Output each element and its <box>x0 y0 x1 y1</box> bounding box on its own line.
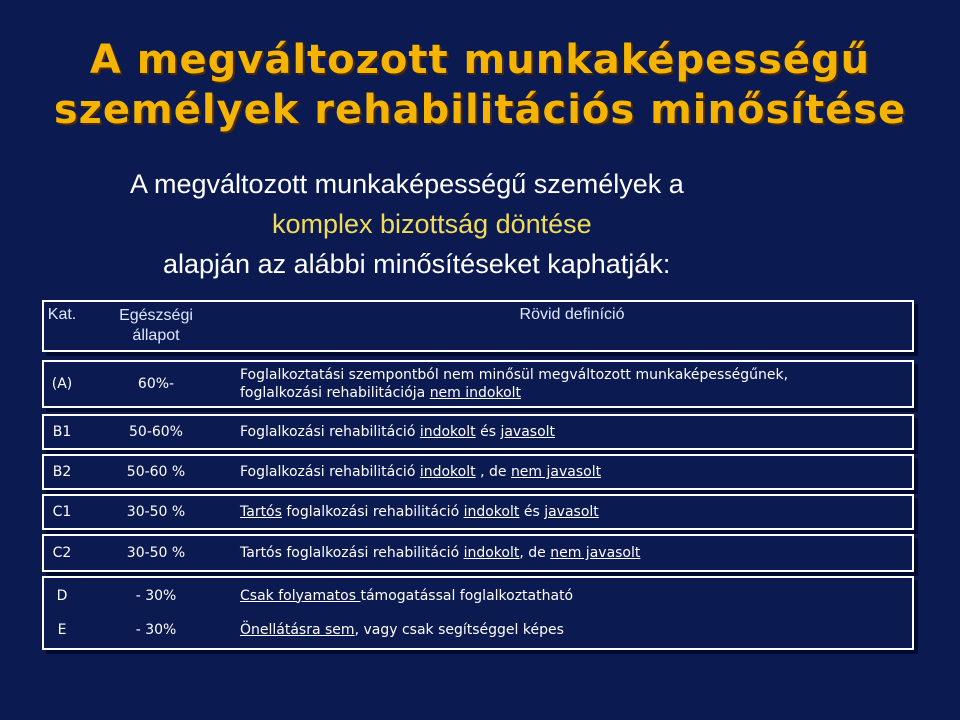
def-text: Tartós foglalkozási rehabilitáció <box>240 545 464 561</box>
row-definicio <box>232 362 912 406</box>
def-underlined: Tartós <box>240 504 282 520</box>
header-definicio: Rövid definíció <box>519 306 625 323</box>
row-allapot: - 30% <box>135 587 177 604</box>
table-row <box>42 414 914 450</box>
def-underlined: Csak folyamatos <box>240 587 361 604</box>
slide-title-line-1: A megváltozott munkaképességű <box>89 37 871 83</box>
classification-table <box>42 300 914 650</box>
row-allapot: - 30% <box>135 621 177 638</box>
table-row <box>42 360 914 408</box>
def-underlined: indokolt <box>463 504 520 520</box>
row-allapot: 30-50 % <box>126 504 186 520</box>
header-kat: Kat. <box>47 306 77 323</box>
header-egeszsegi-line-1: Egészségi <box>119 307 193 324</box>
row-definicio-line-2 <box>240 384 521 402</box>
row-kat: C1 <box>52 504 72 520</box>
row-definicio-line-1: Foglalkoztatási szempontból nem minősül megváltozott munkaképességűnek, <box>240 367 789 383</box>
def-underlined: indokolt <box>419 464 476 480</box>
subtitle-line-1: A megváltozott munkaképességű személyek a <box>130 169 684 199</box>
def-text: foglalkozási rehabilitáció <box>281 504 464 520</box>
def-underlined: javasolt <box>544 504 599 520</box>
header-egeszsegi-allapot <box>80 302 232 350</box>
def-text: Foglalkozási rehabilitáció <box>240 424 420 440</box>
table-row <box>42 454 914 490</box>
row-definicio <box>232 496 912 528</box>
def-text: , vagy csak segítséggel képes <box>354 621 564 638</box>
row-definicio <box>232 416 912 448</box>
def-text: és <box>519 504 545 520</box>
subtitle-line-3: alapján az alábbi minősítéseket kaphatják: <box>163 249 671 279</box>
row-kat: E <box>57 621 67 638</box>
slide-title-line-2: személyek rehabilitációs minősítése <box>53 87 907 133</box>
def-underlined: indokolt <box>419 424 476 440</box>
table-row-group-d-e <box>42 576 914 650</box>
def-underlined: nem javasolt <box>510 464 602 480</box>
row-allapot: 50-60 % <box>126 464 186 480</box>
def-text: , de <box>475 464 511 480</box>
def-underlined: javasolt <box>500 424 556 440</box>
table-row <box>44 613 912 646</box>
def-underlined: indokolt <box>463 545 520 561</box>
row-kat: C2 <box>52 545 72 561</box>
table-row <box>42 494 914 530</box>
row-definicio <box>232 613 912 646</box>
def-text: Foglalkozási rehabilitáció <box>240 464 420 480</box>
def-underlined: nem javasolt <box>550 545 641 561</box>
def-underlined: Önellátásra sem <box>240 621 355 638</box>
row-kat: B1 <box>52 424 72 440</box>
row-definicio <box>232 456 912 488</box>
row-definicio <box>232 536 912 570</box>
row-allapot: 50-60% <box>129 424 183 440</box>
row-definicio <box>232 578 912 613</box>
row-allapot: 30-50 % <box>126 545 186 561</box>
row-kat: D <box>56 587 68 604</box>
def-text: támogatással foglalkoztatható <box>360 587 574 604</box>
row-kat: (A) <box>51 376 73 392</box>
subtitle-line-2: komplex bizottság döntése <box>272 209 592 239</box>
row-allapot: 60%- <box>137 376 175 392</box>
table-header-row <box>42 300 914 352</box>
def-text: és <box>475 424 501 440</box>
row-kat: B2 <box>52 464 72 480</box>
def-text: foglalkozási rehabilitációja <box>240 385 430 401</box>
header-egeszsegi-line-2: állapot <box>132 327 180 344</box>
def-text: , de <box>519 545 551 561</box>
def-underlined: nem indokolt <box>429 385 522 401</box>
table-row <box>42 534 914 572</box>
table-row <box>44 578 912 613</box>
